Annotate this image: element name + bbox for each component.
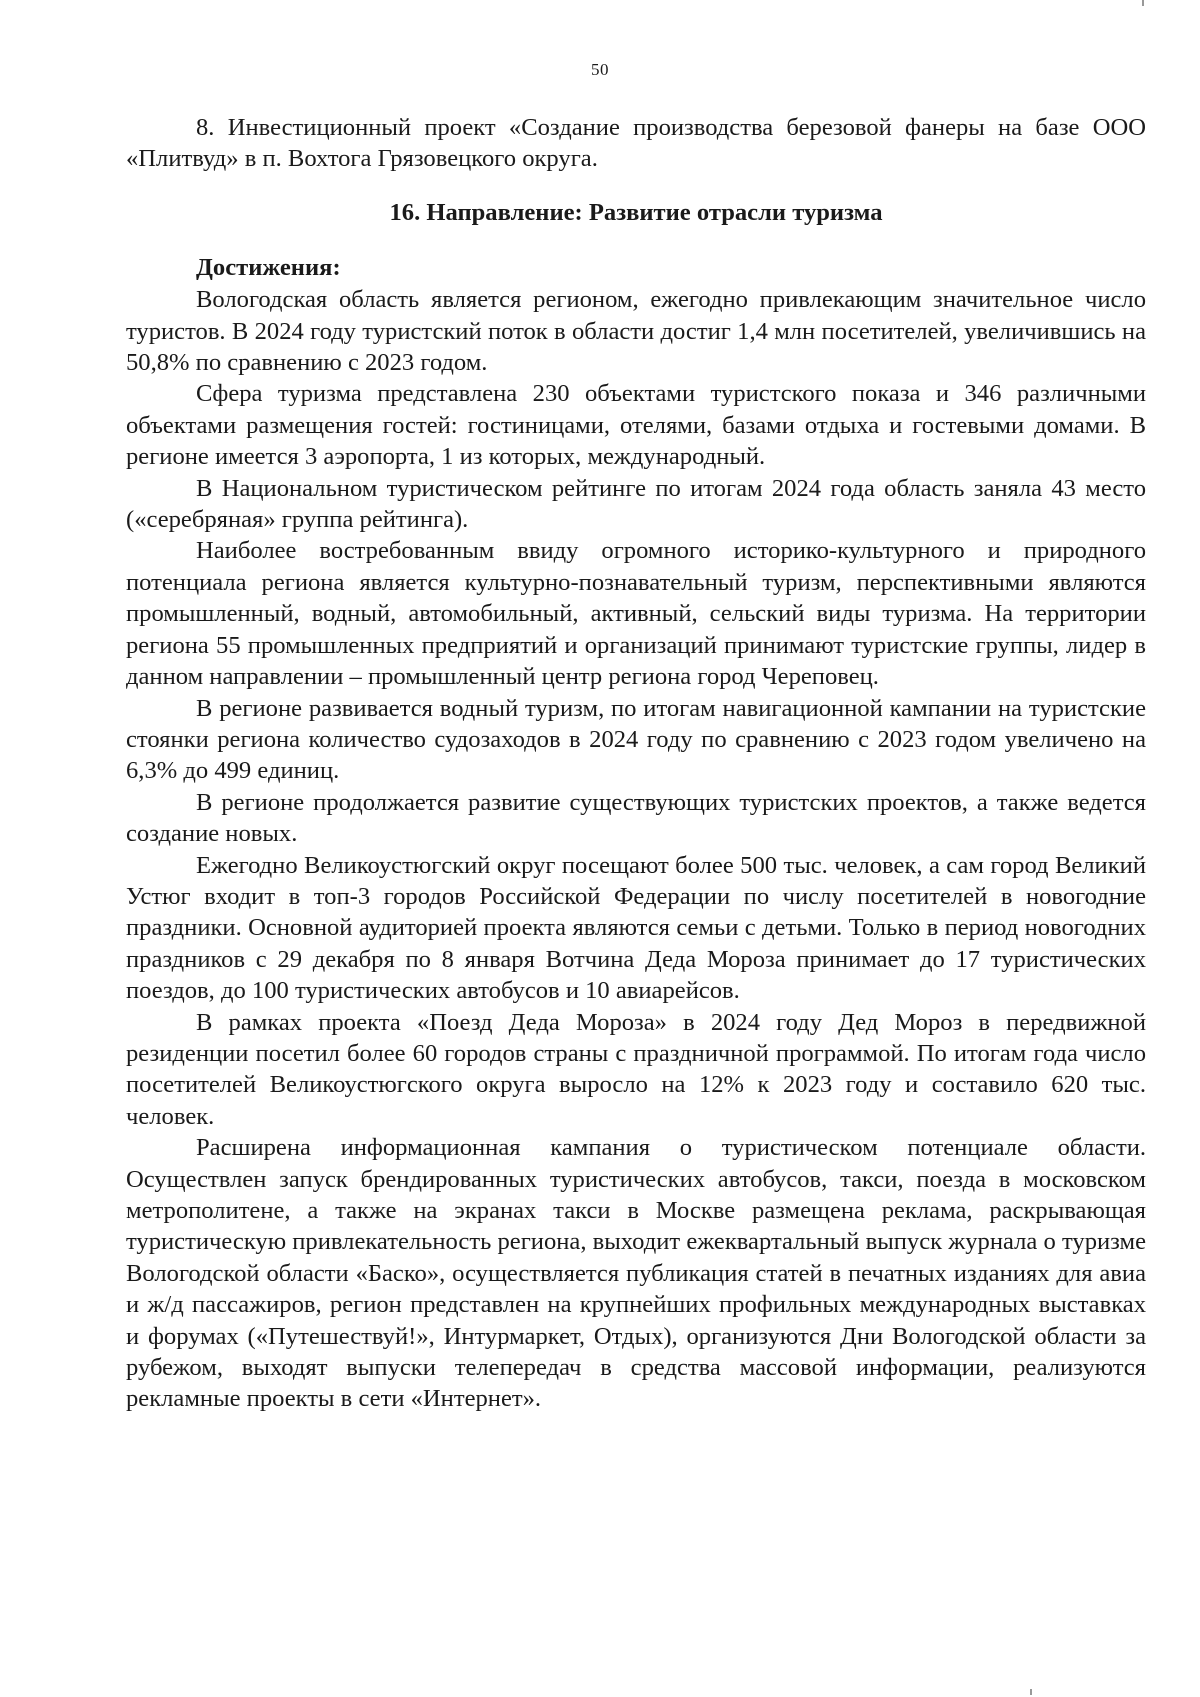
paragraph-ded-moroz-train: В рамках проекта «Поезд Деда Мороза» в 2024 году Дед Мороз в передвижной резиденции посетил более 60 городов страны с праздничной программой. По итогам года число посетителей Великоустюгского округа выросло на 12% к 2023 году и составило 620 тыс. человек. <box>126 1008 1146 1130</box>
document-body <box>126 112 1146 1415</box>
investment-project-item-8: 8. Инвестиционный проект «Создание производства березовой фанеры на базе ООО «Плитвуд» в п. Вохтога Грязовецкого округа. <box>126 114 1146 173</box>
scan-edge-mark-bottom <box>1030 1689 1032 1695</box>
paragraph-tourism-objects: Сфера туризма представлена 230 объектами туристского показа и 346 различными объектами размещения гостей: гостиницами, отелями, базами отдыха и гостевыми домами. В регионе имеется 3 аэропорта, 1 из которых, международный. <box>126 380 1146 471</box>
paragraph-tourist-flow: Вологодская область является регионом, ежегодно привлекающим значительное число туристов. В 2024 году туристский поток в области достиг 1,4 млн посетителей, увеличившись на 50,8% по сравнению с 2023 годом. <box>126 286 1146 377</box>
paragraph-information-campaign: Расширена информационная кампания о туристическом потенциале области. Осуществлен запуск брендированных туристических автобусов, такси, поезда в московском метрополитене, а также на экранах такси в Москве размещена реклама, раскрывающая туристическую привлекательность региона, выходит ежеквартальный выпуск журнала о туризме Вологодской области «Баско», осуществляется публикация статей в печатных изданиях для авиа и ж/д пассажиров, регион представлен на крупнейших профильных международных выставках и форумах («Путешествуй!», Интурмаркет, Отдых), организуются Дни Вологодской области за рубежом, выходят выпуски телепередач в средства массовой информации, реализуются рекламные проекты в сети «Интернет». <box>126 1134 1146 1413</box>
paragraph-veliky-ustyug: Ежегодно Великоустюгский округ посещают более 500 тыс. человек, а сам город Великий Устюг входит в топ-3 городов Российской Федерации по числу посетителей в новогодние праздники. Основной аудиторией проекта являются семьи с детьми. Только в период новогодних праздников с 29 декабря по 8 января Вотчина Деда Мороза принимает до 17 туристических поездов, до 100 туристических автобусов и 10 авиарейсов. <box>126 851 1146 1005</box>
paragraph-water-tourism: В регионе развивается водный туризм, по итогам навигационной кампании на туристские стоянки региона количество судозаходов в 2024 году по сравнению с 2023 годом увеличено на 6,3% до 499 единиц. <box>126 694 1146 785</box>
paragraph-tourism-types: Наиболее востребованным ввиду огромного историко-культурного и природного потенциала региона является культурно-познавательный туризм, перспективными являются промышленный, водный, автомобильный, активный, сельский виды туризма. На территории региона 55 промышленных предприятий и организаций принимают туристские группы, лидер в данном направлении – промышленный центр региона город Череповец. <box>126 537 1146 691</box>
section-heading: 16. Направление: Развитие отрасли туризма <box>389 198 883 226</box>
page-number: 50 <box>591 60 609 79</box>
paragraph-national-rating: В Национальном туристическом рейтинге по итогам 2024 года область заняла 43 место («серебряная» группа рейтинга). <box>126 474 1146 534</box>
scan-edge-mark-top <box>1142 0 1144 6</box>
achievements-subheading: Достижения: <box>196 254 341 282</box>
paragraph-projects-development: В регионе продолжается развитие существующих туристских проектов, а также ведется создание новых. <box>126 788 1146 848</box>
